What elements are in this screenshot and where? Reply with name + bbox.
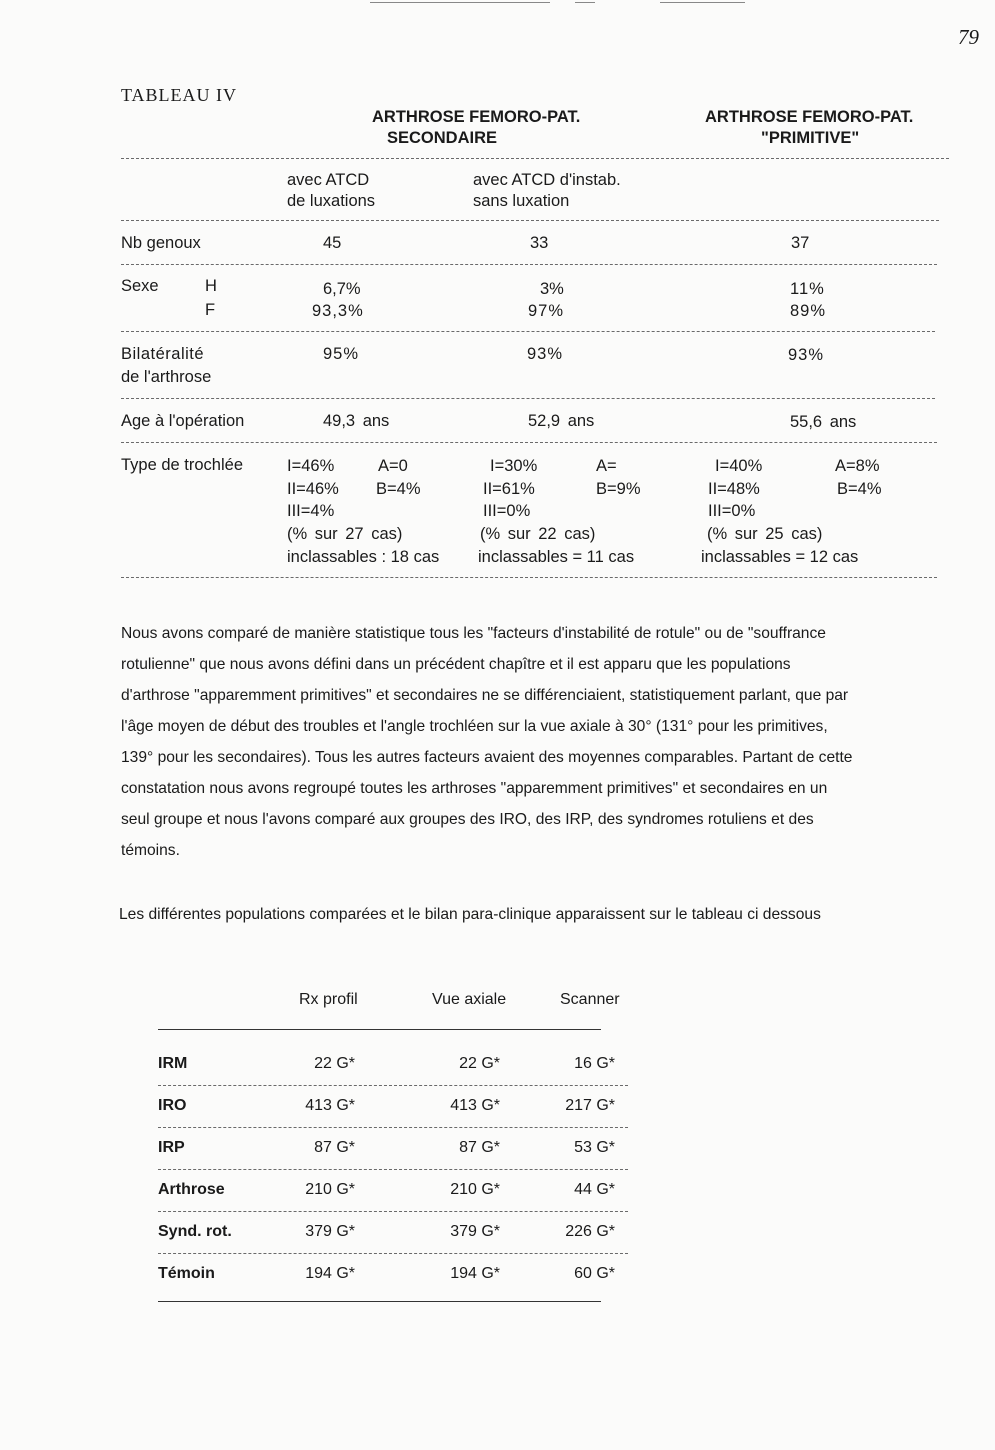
- trochlee-col2-pct: (% sur 22 cas): [480, 525, 596, 543]
- cell-synd-rot-rx: 379 G*: [305, 1223, 355, 1240]
- table-title: TABLEAU IV: [121, 85, 238, 105]
- trochlee-col3-iii: III=0%: [708, 502, 756, 520]
- cell-sexe-f-col2: 97%: [528, 302, 565, 320]
- cell-age-col1: 49,3 ans: [323, 412, 390, 430]
- trochlee-col1-iii: III=4%: [287, 502, 335, 520]
- row-label-irm: IRM: [158, 1055, 188, 1072]
- divider: [121, 442, 937, 443]
- trochlee-col1-pct: (% sur 27 cas): [287, 525, 403, 543]
- trochlee-col3-a: A=8%: [835, 457, 880, 475]
- trochlee-col1-inclassables: inclassables : 18 cas: [287, 548, 440, 566]
- trochlee-col2-b: B=9%: [596, 480, 641, 498]
- paragraph-line: 139° pour les secondaires). Tous les autres facteurs avaient des moyennes comparables. Partant de cette: [121, 749, 853, 766]
- paragraph-line: d'arthrose "apparemment primitives" et secondaires ne se différenciaient, statistiquement parlant, que par: [121, 687, 849, 704]
- trochlee-col3-ii: II=48%: [708, 480, 760, 498]
- cell-irp-rx: 87 G*: [314, 1139, 355, 1156]
- table-bottom-rule: [158, 1301, 601, 1302]
- paragraph-line: constatation nous avons regroupé toutes les arthroses "apparemment primitives" et secondaires en un: [121, 780, 828, 797]
- header-primitive-line1: ARTHROSE FEMORO-PAT.: [705, 108, 914, 126]
- scan-edge-line: [660, 2, 745, 3]
- row-label-age: Age à l'opération: [121, 412, 245, 430]
- sexe-f-label: F: [205, 301, 216, 319]
- sexe-h-label: H: [205, 277, 217, 295]
- divider: [121, 158, 949, 159]
- cell-irm-vue: 22 G*: [459, 1055, 500, 1072]
- cell-temoin-scanner: 60 G*: [574, 1265, 615, 1282]
- paragraph-line: l'âge moyen de début des troubles et l'angle trochléen sur la vue axiale à 30° (131° pour les primitives,: [121, 718, 828, 735]
- row-label-trochlee: Type de trochlée: [121, 456, 243, 474]
- cell-arthrose-vue: 210 G*: [450, 1181, 500, 1198]
- trochlee-col1-i: I=46%: [287, 457, 335, 475]
- trochlee-col3-b: B=4%: [837, 480, 882, 498]
- divider: [158, 1085, 628, 1086]
- cell-arthrose-scanner: 44 G*: [574, 1181, 615, 1198]
- paragraph-line: seul groupe et nous l'avons comparé aux groupes des IRO, des IRP, des syndromes rotuliens et des: [121, 811, 814, 828]
- row-label-sexe: Sexe: [121, 277, 159, 295]
- header-secondary-line1: ARTHROSE FEMORO-PAT.: [372, 108, 581, 126]
- cell-iro-vue: 413 G*: [450, 1097, 500, 1114]
- trochlee-col3-i: I=40%: [715, 457, 763, 475]
- trochlee-col1-ii: II=46%: [287, 480, 339, 498]
- row-label-synd-rot: Synd. rot.: [158, 1223, 232, 1240]
- row-label-bilateralite-line1: Bilatéralité: [121, 345, 205, 363]
- row-label-bilateralite-line2: de l'arthrose: [121, 368, 212, 386]
- header-secondary-line2: SECONDAIRE: [387, 129, 498, 147]
- subheader-col1-line2: de luxations: [287, 192, 376, 210]
- trochlee-col3-inclassables: inclassables = 12 cas: [701, 548, 859, 566]
- paragraph-line: témoins.: [121, 842, 180, 859]
- row-label-iro: IRO: [158, 1097, 187, 1114]
- subheader-col2-line2: sans luxation: [473, 192, 570, 210]
- cell-nb-genoux-col3: 37: [791, 234, 810, 252]
- table-top-rule: [158, 1029, 601, 1030]
- paragraph-line: rotulienne" que nous avons défini dans un précédent chapître et il est apparu que les populations: [121, 656, 791, 673]
- trochlee-col2-i: I=30%: [490, 457, 538, 475]
- trochlee-col1-b: B=4%: [376, 480, 421, 498]
- col-header-scanner: Scanner: [560, 991, 620, 1008]
- page-number: 79: [958, 25, 979, 49]
- row-label-temoin: Témoin: [158, 1265, 215, 1282]
- scan-edge-line: [575, 2, 595, 3]
- header-primitive-line2: "PRIMITIVE": [761, 129, 860, 147]
- trochlee-col2-a: A=: [596, 457, 617, 475]
- cell-nb-genoux-col1: 45: [323, 234, 342, 252]
- cell-arthrose-rx: 210 G*: [305, 1181, 355, 1198]
- trochlee-col2-inclassables: inclassables = 11 cas: [478, 548, 635, 566]
- trochlee-col1-a: A=0: [378, 457, 408, 475]
- cell-nb-genoux-col2: 33: [530, 234, 549, 252]
- cell-age-col3: 55,6 ans: [790, 413, 857, 431]
- divider: [158, 1127, 628, 1128]
- cell-irp-scanner: 53 G*: [574, 1139, 615, 1156]
- scan-edge-line: [370, 2, 550, 3]
- col-header-vue-axiale: Vue axiale: [432, 991, 507, 1008]
- col-header-rx-profil: Rx profil: [299, 991, 358, 1008]
- cell-bilateralite-col1: 95%: [323, 345, 360, 363]
- cell-sexe-h-col2: 3%: [540, 280, 564, 298]
- cell-synd-rot-scanner: 226 G*: [565, 1223, 615, 1240]
- divider: [158, 1169, 628, 1170]
- cell-temoin-vue: 194 G*: [450, 1265, 500, 1282]
- divider: [121, 331, 935, 332]
- subheader-col1-line1: avec ATCD: [287, 171, 370, 189]
- cell-age-col2: 52,9 ans: [528, 412, 595, 430]
- row-label-arthrose: Arthrose: [158, 1181, 225, 1198]
- cell-bilateralite-col3: 93%: [788, 346, 825, 364]
- cell-temoin-rx: 194 G*: [305, 1265, 355, 1282]
- subheader-col2-line1: avec ATCD d'instab.: [473, 171, 621, 189]
- paragraph-line: Nous avons comparé de manière statistique tous les "facteurs d'instabilité de rotule" ou de "souffrance: [121, 625, 826, 642]
- cell-irm-scanner: 16 G*: [574, 1055, 615, 1072]
- cell-synd-rot-vue: 379 G*: [450, 1223, 500, 1240]
- row-label-irp: IRP: [158, 1139, 185, 1156]
- divider: [121, 264, 937, 265]
- body-paragraph: [121, 618, 953, 866]
- divider: [158, 1253, 628, 1254]
- trochlee-col2-ii: II=61%: [483, 480, 535, 498]
- cell-irp-vue: 87 G*: [459, 1139, 500, 1156]
- divider: [121, 398, 935, 399]
- divider: [121, 220, 939, 221]
- intro-line: Les différentes populations comparées et le bilan para-clinique apparaissent sur le tableau ci dessous: [119, 906, 821, 923]
- trochlee-col2-iii: III=0%: [483, 502, 531, 520]
- cell-sexe-h-col3: 11%: [790, 280, 825, 298]
- trochlee-col3-pct: (% sur 25 cas): [707, 525, 823, 543]
- cell-sexe-h-col1: 6,7%: [323, 280, 361, 298]
- row-label-nb-genoux: Nb genoux: [121, 234, 201, 252]
- cell-iro-rx: 413 G*: [305, 1097, 355, 1114]
- cell-bilateralite-col2: 93%: [527, 345, 564, 363]
- cell-iro-scanner: 217 G*: [565, 1097, 615, 1114]
- divider: [158, 1211, 628, 1212]
- divider: [121, 577, 937, 578]
- cell-sexe-f-col1: 93,3%: [312, 302, 364, 320]
- cell-sexe-f-col3: 89%: [790, 302, 827, 320]
- cell-irm-rx: 22 G*: [314, 1055, 355, 1072]
